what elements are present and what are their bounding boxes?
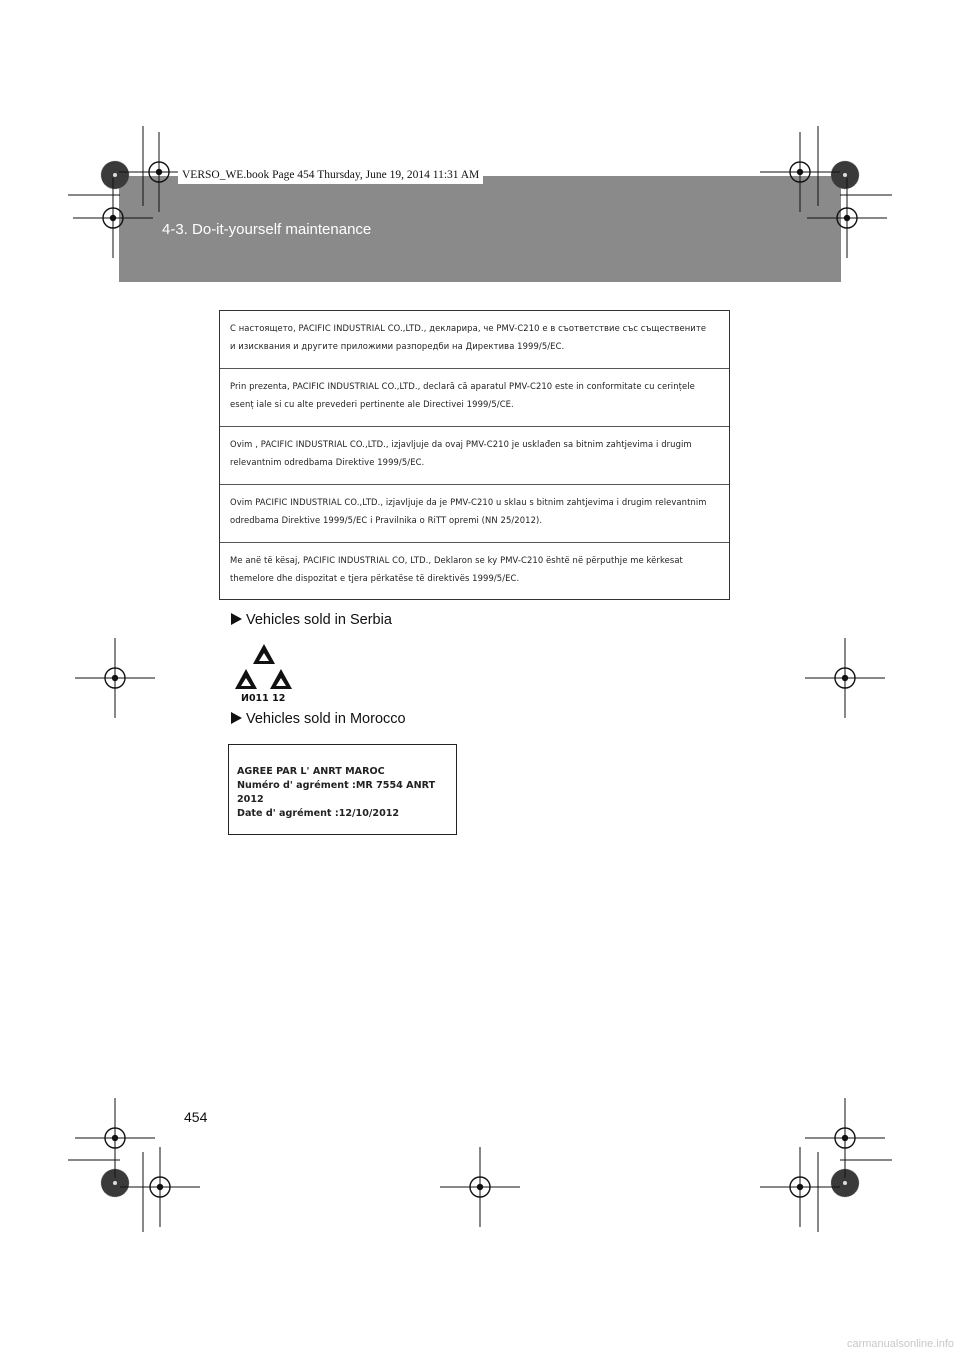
declaration-row-bulgarian: С настоящето, PACIFIC INDUSTRIAL CO.,LTD., декларира, че PMV-C210 е в съответствие със съществените и изисквания и другите приложими разпоредби на Директива 1999/5/EC. <box>220 311 729 369</box>
watermark: carmanualsonline.info <box>846 1338 954 1350</box>
section-title: 4-3. Do-it-yourself maintenance <box>162 221 372 238</box>
declaration-row-croatian: Ovim PACIFIC INDUSTRIAL CO.,LTD., izjavljuje da je PMV-C210 u sklau s bitnim zahtjevima i drugim relevantnim odredbama Direktive 1999/5/EC i Pravilnika o RiTT opremi (NN 25/2012). <box>220 485 729 543</box>
morocco-heading: Vehicles sold in Morocco <box>231 711 406 727</box>
serbia-heading: Vehicles sold in Serbia <box>231 612 392 628</box>
declaration-row-bosnian: Ovim , PACIFIC INDUSTRIAL CO.,LTD., izjavljuje da ovaj PMV-C210 je usklađen sa bitnim zahtjevima i drugim relevantnim odredbama Direktive 1999/5/EC. <box>220 427 729 485</box>
page-number: 454 <box>184 1109 208 1125</box>
serbia-mark-code: И011 12 <box>241 693 286 704</box>
book-stamp: VERSO_WE.book Page 454 Thursday, June 19, 2014 11:31 AM <box>178 166 483 184</box>
triangle-bullet-icon <box>231 613 242 625</box>
triangle-bullet-icon <box>231 712 242 724</box>
morocco-line-date: Date d' agrément :12/10/2012 <box>237 808 400 819</box>
declaration-row-romanian: Prin prezenta, PACIFIC INDUSTRIAL CO.,LTD., declară că aparatul PMV-C210 este in conformitate cu cerințele esenț iale si cu alte prevederi pertinente ale Directivei 1999/5/CE. <box>220 369 729 427</box>
morocco-line-number: Numéro d' agrément :MR 7554 ANRT 2012 <box>237 780 436 805</box>
declaration-table <box>219 310 730 600</box>
declaration-row-albanian: Me anë të kësaj, PACIFIC INDUSTRIAL CO, LTD., Deklaron se ky PMV-C210 është në përputhje me kërkesat themelore dhe dispozitat e tjera përkatëse të direktivës 1999/5/EC. <box>230 555 683 583</box>
serbia-certification-mark-icon <box>234 642 294 692</box>
morocco-approval-box <box>228 744 457 835</box>
morocco-line-agree: AGREE PAR L' ANRT MAROC <box>237 766 385 777</box>
